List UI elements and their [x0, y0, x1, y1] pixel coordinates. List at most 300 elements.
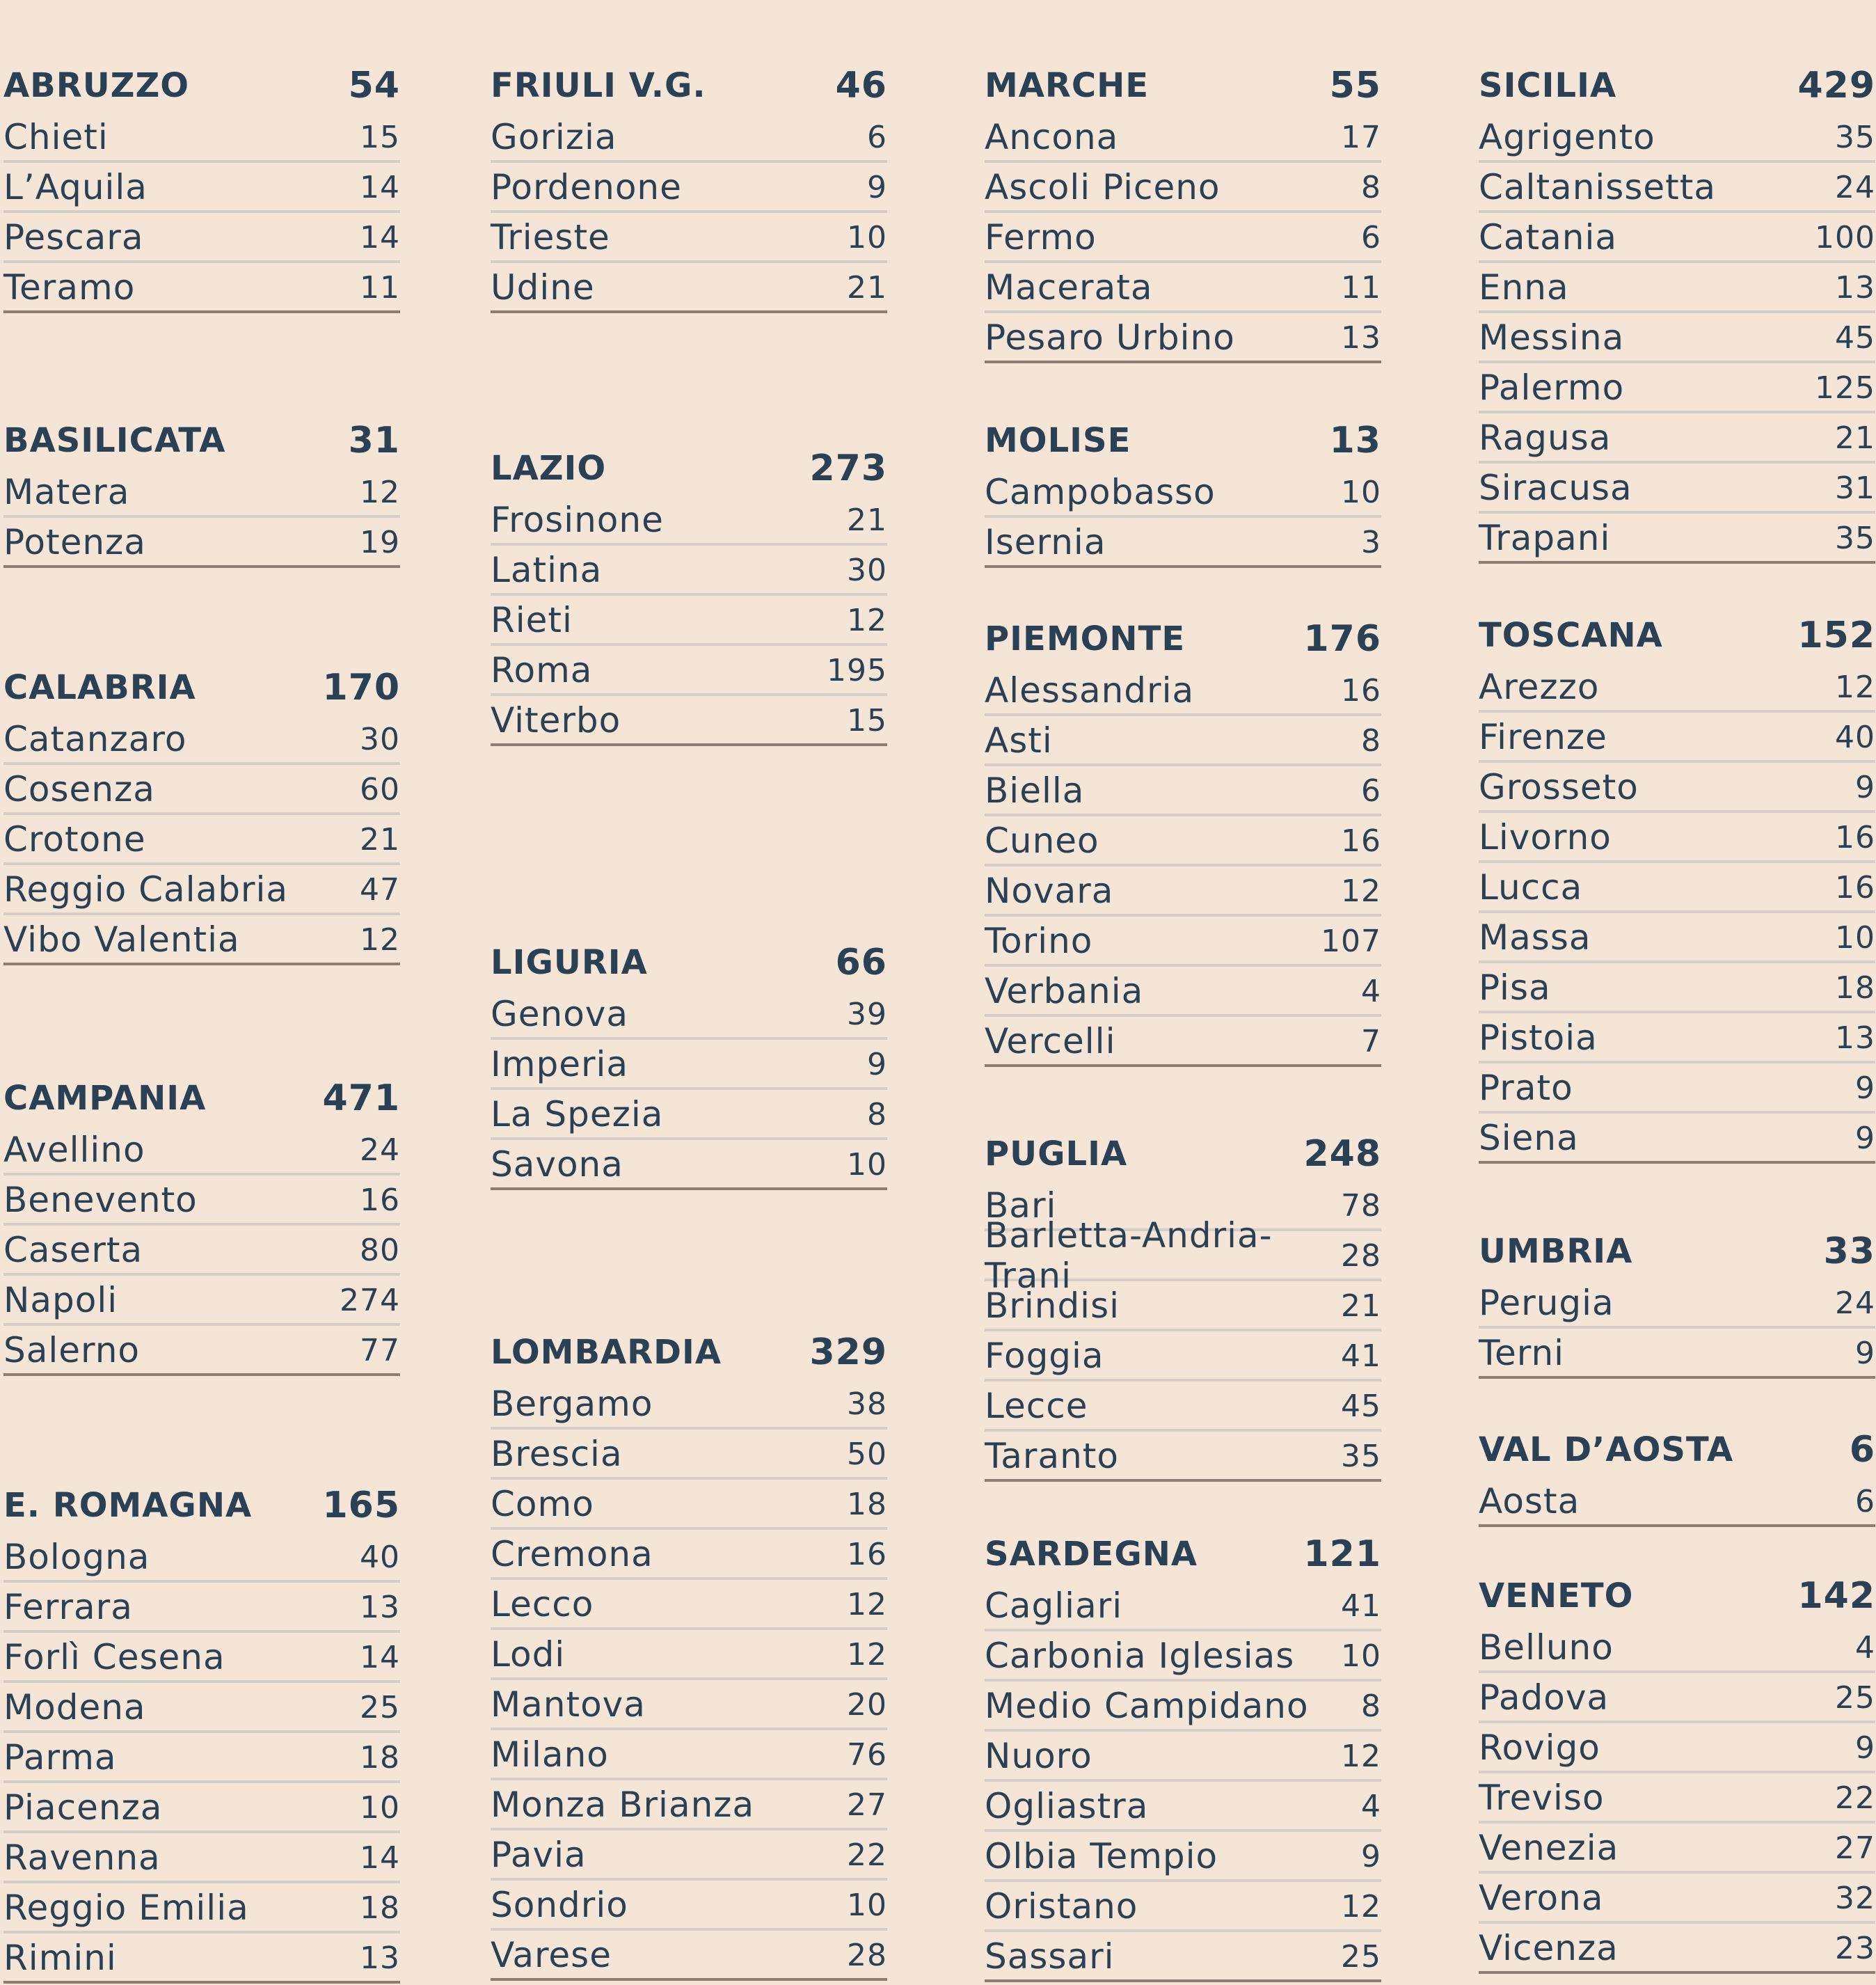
- province-value: 12: [1835, 669, 1875, 705]
- province-name: Terni: [1479, 1333, 1565, 1373]
- province-name: Asti: [985, 720, 1053, 761]
- province-row: [3, 114, 400, 163]
- region-total: 273: [809, 448, 887, 489]
- province-value: 6: [1855, 1483, 1875, 1519]
- province-name: Olbia Tempio: [985, 1836, 1218, 1876]
- province-row: [1479, 1015, 1875, 1063]
- province-name: Lecco: [491, 1584, 594, 1624]
- province-name: Chieti: [3, 117, 109, 157]
- region-name: SICILIA: [1479, 66, 1617, 105]
- province-row: [491, 164, 887, 213]
- province-row: [1479, 764, 1875, 813]
- province-name: Vercelli: [985, 1021, 1116, 1061]
- province-name: Pordenone: [491, 167, 682, 207]
- region-header: [3, 665, 400, 711]
- region-header: [985, 63, 1381, 109]
- province-value: 9: [1855, 1730, 1875, 1766]
- region-name: E. ROMAGNA: [3, 1486, 253, 1525]
- province-value: 40: [360, 1539, 400, 1575]
- region-block: [3, 665, 400, 967]
- province-name: Agrigento: [1479, 117, 1655, 157]
- province-name: Avellino: [3, 1130, 145, 1170]
- region-total: 31: [348, 420, 400, 461]
- province-row: [491, 1682, 887, 1730]
- province-value: 13: [1341, 319, 1381, 356]
- province-row: [491, 1091, 887, 1140]
- province-row: [491, 1481, 887, 1530]
- region-header: [491, 1329, 887, 1375]
- province-row: [491, 697, 887, 746]
- province-name: Sondrio: [491, 1885, 628, 1925]
- province-name: Milano: [491, 1734, 609, 1775]
- province-value: 21: [847, 502, 887, 538]
- province-name: Lodi: [491, 1634, 566, 1675]
- province-row: [1479, 214, 1875, 263]
- province-name: Pisa: [1479, 967, 1551, 1008]
- province-value: 14: [360, 219, 400, 255]
- province-row: [985, 1783, 1381, 1832]
- province-row: [1479, 365, 1875, 413]
- province-value: 9: [867, 1046, 887, 1082]
- province-name: Pesaro Urbino: [985, 317, 1235, 358]
- province-value: 100: [1815, 219, 1875, 255]
- province-name: Ascoli Piceno: [985, 167, 1221, 207]
- province-row: [491, 1431, 887, 1480]
- province-value: 35: [1835, 520, 1875, 556]
- province-value: 35: [1835, 119, 1875, 155]
- province-value: 14: [360, 1840, 400, 1876]
- province-name: Caltanissetta: [1479, 167, 1716, 207]
- province-row: [985, 718, 1381, 766]
- province-name: Lucca: [1479, 867, 1583, 908]
- province-row: [985, 1633, 1381, 1682]
- province-value: 28: [1341, 1237, 1381, 1274]
- province-name: Frosinone: [491, 500, 664, 540]
- region-name: PIEMONTE: [985, 619, 1186, 658]
- province-row: [3, 1734, 400, 1783]
- region-total: 121: [1303, 1533, 1381, 1575]
- province-name: Verona: [1479, 1878, 1604, 1918]
- province-row: [491, 214, 887, 263]
- province-value: 12: [360, 474, 400, 510]
- province-value: 8: [867, 1096, 887, 1132]
- region-block: [1479, 1228, 1875, 1380]
- province-row: [491, 597, 887, 646]
- province-value: 21: [847, 269, 887, 306]
- region-name: MOLISE: [985, 421, 1131, 460]
- province-name: Trapani: [1479, 518, 1611, 558]
- province-row: [985, 315, 1381, 363]
- province-name: Campobasso: [985, 472, 1216, 512]
- province-value: 12: [847, 1636, 887, 1672]
- province-row: [491, 547, 887, 596]
- province-row: [491, 114, 887, 163]
- region-block: [1479, 63, 1875, 565]
- region-total: 429: [1797, 65, 1875, 106]
- province-value: 40: [1835, 719, 1875, 755]
- province-row: [985, 1433, 1381, 1482]
- province-value: 50: [847, 1436, 887, 1472]
- province-name: Palermo: [1479, 367, 1625, 408]
- province-name: Benevento: [3, 1180, 198, 1220]
- province-value: 10: [847, 1146, 887, 1183]
- region-block: [491, 1329, 887, 1982]
- province-name: Roma: [491, 650, 593, 690]
- province-row: [3, 519, 400, 568]
- province-row: [985, 918, 1381, 967]
- province-row: [1479, 465, 1875, 514]
- province-value: 60: [360, 771, 400, 807]
- region-name: TOSCANA: [1479, 616, 1663, 655]
- province-row: [3, 1534, 400, 1583]
- province-name: Alessandria: [985, 670, 1195, 711]
- province-name: Siracusa: [1479, 468, 1632, 508]
- province-value: 41: [1341, 1588, 1381, 1624]
- region-block: [985, 616, 1381, 1068]
- region-name: ABRUZZO: [3, 66, 190, 105]
- province-value: 12: [1341, 1738, 1381, 1774]
- province-name: Viterbo: [491, 700, 621, 741]
- province-name: Vicenza: [1479, 1928, 1619, 1968]
- province-value: 11: [360, 269, 400, 306]
- region-header: [1479, 1427, 1875, 1473]
- province-row: [985, 214, 1381, 263]
- province-name: Oristano: [985, 1886, 1138, 1927]
- region-total: 170: [322, 667, 400, 709]
- province-name: Udine: [491, 267, 595, 308]
- region-header: [491, 940, 887, 986]
- province-row: [1479, 864, 1875, 913]
- province-value: 77: [360, 1332, 400, 1368]
- province-row: [1479, 515, 1875, 564]
- province-name: Taranto: [985, 1436, 1119, 1476]
- region-header: [1479, 63, 1875, 109]
- province-name: Trieste: [491, 217, 610, 258]
- region-total: 152: [1797, 615, 1875, 656]
- province-name: Como: [491, 1484, 594, 1524]
- province-row: [985, 768, 1381, 816]
- province-value: 12: [360, 922, 400, 958]
- province-value: 20: [847, 1686, 887, 1723]
- province-row: [985, 868, 1381, 917]
- province-value: 27: [847, 1787, 887, 1823]
- region-block: [985, 63, 1381, 365]
- province-row: [985, 519, 1381, 568]
- province-name: Biella: [985, 770, 1085, 811]
- province-row: [1479, 915, 1875, 963]
- region-header: [985, 616, 1381, 662]
- province-name: Treviso: [1479, 1778, 1605, 1818]
- region-header: [3, 1482, 400, 1528]
- region-name: LIGURIA: [491, 943, 648, 982]
- province-name: Enna: [1479, 267, 1569, 308]
- province-row: [985, 1215, 1381, 1296]
- province-name: Bari: [985, 1185, 1057, 1226]
- province-value: 38: [847, 1386, 887, 1422]
- province-value: 32: [1835, 1880, 1875, 1916]
- province-value: 12: [847, 602, 887, 638]
- province-value: 9: [867, 169, 887, 205]
- region-total: 13: [1329, 420, 1381, 461]
- province-row: [3, 1177, 400, 1226]
- province-name: Nuoro: [985, 1736, 1092, 1776]
- province-row: [985, 1733, 1381, 1782]
- province-row: [3, 1227, 400, 1276]
- province-value: 18: [360, 1739, 400, 1776]
- province-value: 14: [360, 1639, 400, 1675]
- province-row: [3, 716, 400, 765]
- province-row: [985, 264, 1381, 313]
- province-row: [1479, 114, 1875, 163]
- province-row: [3, 1885, 400, 1933]
- province-value: 8: [1361, 722, 1381, 759]
- province-row: [491, 1381, 887, 1430]
- region-name: CAMPANIA: [3, 1079, 207, 1118]
- province-name: Firenze: [1479, 717, 1607, 757]
- region-name: BASILICATA: [3, 421, 226, 460]
- province-name: La Spezia: [491, 1094, 664, 1134]
- province-row: [1479, 1280, 1875, 1329]
- province-name: Teramo: [3, 267, 136, 308]
- province-value: 13: [360, 1940, 400, 1976]
- province-name: Fermo: [985, 217, 1097, 258]
- province-name: Medio Campidano: [985, 1686, 1309, 1726]
- province-name: Cuneo: [985, 821, 1099, 861]
- province-value: 6: [1361, 773, 1381, 809]
- province-row: [1479, 1825, 1875, 1874]
- province-value: 4: [1855, 1629, 1875, 1666]
- region-total: 248: [1303, 1133, 1381, 1175]
- province-name: Latina: [491, 550, 603, 590]
- province-row: [491, 1631, 887, 1680]
- province-row: [491, 1882, 887, 1931]
- province-name: Piacenza: [3, 1787, 163, 1828]
- province-row: [3, 1127, 400, 1176]
- province-row: [3, 1935, 400, 1984]
- region-block: [491, 445, 887, 748]
- province-row: [1479, 965, 1875, 1013]
- province-row: [491, 991, 887, 1040]
- province-value: 28: [847, 1937, 887, 1973]
- province-name: Massa: [1479, 917, 1591, 958]
- province-value: 22: [847, 1837, 887, 1873]
- province-value: 125: [1815, 370, 1875, 406]
- province-value: 24: [1835, 169, 1875, 205]
- province-value: 4: [1361, 973, 1381, 1009]
- region-block: [1479, 1427, 1875, 1528]
- province-name: Foggia: [985, 1336, 1104, 1376]
- province-value: 25: [360, 1689, 400, 1725]
- province-row: [3, 1277, 400, 1326]
- province-value: 16: [1341, 823, 1381, 859]
- region-name: UMBRIA: [1479, 1232, 1633, 1271]
- province-value: 11: [1341, 269, 1381, 306]
- province-row: [985, 1883, 1381, 1932]
- region-block: [1479, 1573, 1875, 1975]
- province-row: [1479, 814, 1875, 863]
- province-value: 10: [847, 219, 887, 255]
- province-value: 17: [1341, 119, 1381, 155]
- province-value: 21: [1341, 1288, 1381, 1324]
- region-header: [985, 1531, 1381, 1577]
- province-value: 47: [360, 871, 400, 908]
- province-row: [1479, 1725, 1875, 1773]
- region-name: VENETO: [1479, 1576, 1634, 1615]
- province-value: 25: [1835, 1679, 1875, 1716]
- region-total: 6: [1849, 1429, 1875, 1471]
- province-value: 9: [1855, 1070, 1875, 1106]
- province-name: Venezia: [1479, 1828, 1619, 1868]
- province-name: Aosta: [1479, 1481, 1580, 1521]
- region-name: LOMBARDIA: [491, 1333, 722, 1372]
- province-name: Crotone: [3, 819, 146, 860]
- province-value: 16: [1835, 869, 1875, 905]
- province-name: Prato: [1479, 1068, 1573, 1108]
- region-header: [1479, 1573, 1875, 1619]
- province-value: 15: [360, 119, 400, 155]
- province-row: [491, 1531, 887, 1580]
- province-name: Rovigo: [1479, 1727, 1600, 1768]
- province-name: Salerno: [3, 1330, 140, 1370]
- region-total: 55: [1329, 65, 1381, 106]
- province-name: Pescara: [3, 217, 144, 258]
- region-block: [3, 1075, 400, 1377]
- region-header: [985, 418, 1381, 464]
- province-row: [985, 667, 1381, 716]
- province-name: Messina: [1479, 317, 1625, 358]
- province-row: [1479, 315, 1875, 363]
- province-value: 16: [1341, 672, 1381, 709]
- province-row: [1479, 1875, 1875, 1924]
- province-row: [985, 114, 1381, 163]
- region-total: 66: [835, 942, 887, 983]
- province-name: Napoli: [3, 1280, 118, 1320]
- province-row: [491, 1581, 887, 1630]
- region-header: [1479, 1228, 1875, 1274]
- region-block: [985, 1131, 1381, 1483]
- province-row: [491, 647, 887, 696]
- province-name: Brescia: [491, 1434, 623, 1474]
- province-value: 6: [867, 119, 887, 155]
- region-name: LAZIO: [491, 449, 607, 488]
- province-value: 6: [1361, 219, 1381, 255]
- province-row: [985, 1333, 1381, 1382]
- region-total: 54: [348, 65, 400, 106]
- province-value: 30: [360, 721, 400, 757]
- province-name: Padova: [1479, 1677, 1609, 1718]
- province-value: 12: [847, 1586, 887, 1622]
- region-header: [491, 63, 887, 109]
- province-value: 31: [1835, 470, 1875, 506]
- province-value: 8: [1361, 1688, 1381, 1724]
- province-value: 9: [1361, 1838, 1381, 1874]
- province-row: [1479, 264, 1875, 313]
- province-row: [491, 1732, 887, 1780]
- province-row: [1479, 415, 1875, 464]
- province-name: Imperia: [491, 1044, 629, 1084]
- province-name: Ferrara: [3, 1587, 133, 1627]
- province-value: 8: [1361, 169, 1381, 205]
- province-name: Pavia: [491, 1835, 587, 1875]
- province-name: Parma: [3, 1737, 117, 1778]
- province-name: Livorno: [1479, 817, 1612, 857]
- province-value: 10: [1341, 474, 1381, 510]
- province-name: Genova: [491, 994, 629, 1034]
- province-value: 12: [1341, 873, 1381, 909]
- province-name: L’Aquila: [3, 167, 148, 207]
- region-total: 176: [1303, 618, 1381, 660]
- province-value: 15: [847, 702, 887, 738]
- province-name: Pistoia: [1479, 1018, 1598, 1058]
- province-row: [3, 816, 400, 865]
- province-value: 21: [360, 821, 400, 857]
- province-value: 10: [847, 1887, 887, 1923]
- province-row: [1479, 1675, 1875, 1723]
- province-name: Ancona: [985, 117, 1119, 157]
- province-row: [1479, 1925, 1875, 1974]
- province-name: Sassari: [985, 1936, 1115, 1977]
- province-name: Mantova: [491, 1684, 646, 1725]
- province-value: 45: [1341, 1388, 1381, 1424]
- province-name: Ragusa: [1479, 418, 1612, 458]
- province-row: [1479, 1775, 1875, 1824]
- province-row: [3, 1785, 400, 1833]
- province-row: [1479, 664, 1875, 713]
- province-value: 14: [360, 169, 400, 205]
- province-name: Bergamo: [491, 1384, 653, 1424]
- province-row: [1479, 1624, 1875, 1673]
- province-value: 16: [847, 1536, 887, 1572]
- province-name: Savona: [491, 1144, 623, 1185]
- province-value: 18: [847, 1486, 887, 1522]
- province-value: 24: [360, 1132, 400, 1168]
- province-name: Brindisi: [985, 1286, 1120, 1326]
- province-value: 24: [1835, 1285, 1875, 1321]
- province-name: Lecce: [985, 1386, 1088, 1426]
- province-row: [491, 1782, 887, 1830]
- province-value: 9: [1855, 1335, 1875, 1371]
- province-row: [1479, 164, 1875, 213]
- province-row: [491, 497, 887, 546]
- province-value: 107: [1321, 923, 1381, 959]
- province-name: Torino: [985, 921, 1093, 961]
- province-name: Rieti: [491, 600, 573, 640]
- province-value: 195: [827, 652, 887, 688]
- province-row: [3, 1634, 400, 1683]
- province-row: [3, 1327, 400, 1376]
- region-name: MARCHE: [985, 66, 1150, 105]
- province-name: Ogliastra: [985, 1786, 1149, 1826]
- region-block: [491, 940, 887, 1192]
- province-row: [985, 469, 1381, 518]
- province-row: [491, 264, 887, 313]
- province-row: [3, 917, 400, 965]
- province-row: [985, 1683, 1381, 1732]
- region-name: FRIULI V.G.: [491, 66, 706, 105]
- region-header: [1479, 612, 1875, 658]
- province-row: [985, 1833, 1381, 1882]
- province-value: 12: [1341, 1888, 1381, 1924]
- region-header: [3, 63, 400, 109]
- province-name: Reggio Calabria: [3, 869, 289, 910]
- province-row: [3, 1684, 400, 1733]
- province-row: [985, 818, 1381, 867]
- province-name: Reggio Emilia: [3, 1888, 249, 1928]
- region-total: 165: [322, 1485, 400, 1526]
- province-row: [491, 1141, 887, 1190]
- province-name: Siena: [1479, 1118, 1579, 1158]
- province-row: [3, 766, 400, 815]
